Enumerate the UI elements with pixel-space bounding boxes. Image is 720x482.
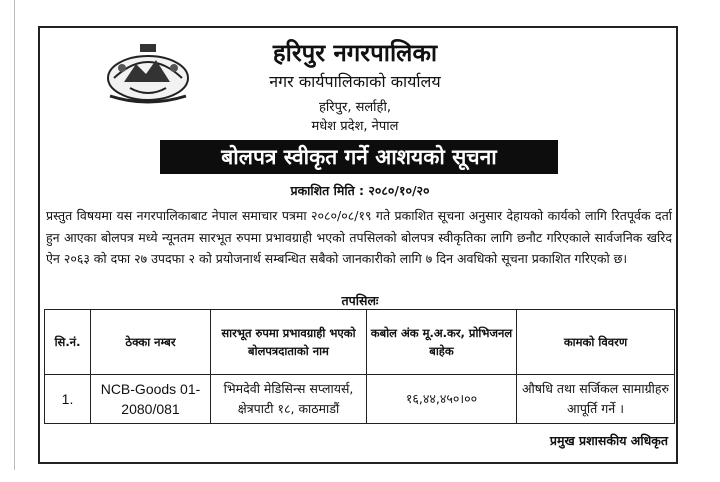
municipality-name: हरिपुर नगरपालिका (272, 38, 438, 67)
header-bidder: सारभूत रुपमा प्रभावग्राही भएको बोलपत्रदाताको नाम (211, 310, 367, 375)
nepal-emblem-icon (100, 38, 196, 108)
header-description: कामको विवरण (517, 310, 675, 375)
cell-sn: 1. (45, 375, 91, 424)
bid-table (44, 309, 675, 424)
office-name: नगर कार्यपालिकाको कार्यालय (269, 72, 441, 91)
details-label: तपसिलः (341, 293, 379, 308)
cell-description: औषधि तथा सर्जिकल सामाग्रीहरु आपूर्ति गर्ने । (517, 375, 675, 424)
header-contract-no: ठेक्का नम्बर (91, 310, 211, 375)
header-amount: कबोल अंक मू.अ.कर, प्रोभिजनल बाहेक (367, 310, 517, 375)
notice-title: बोलपत्र स्वीकृत गर्ने आशयको सूचना (160, 140, 558, 174)
notice-body: प्रस्तुत विषयमा यस नगरपालिकाबाट नेपाल समाचार पत्रमा २०८०/०८/१९ गते प्रकाशित सूचना अनुसार देहायको कार्यको लागि रितपूर्वक दर्ता हुन आएका बोलपत्र मध्ये न्यूनतम सारभूत रुपमा प्रभावग्राही भएको तपसिलको बोलपत्र स्वीकृतिका लागि छनौट गरिएकाले सार्वजनिक खरिद ऐन २०६३ को दफा २७ उपदफा २ को प्रयोजनार्थ सम्बन्धित सबैको जानकारीको लागि ७ दिन अवधिको सूचना प्रकाशित गरिएको छ। (46, 208, 672, 266)
published-date: प्रकाशित मिति : २०८०/१०/२० (290, 183, 430, 198)
cell-contract-no: NCB-Goods 01-2080/081 (91, 375, 211, 424)
cell-bidder: भिमदेवी मेडिसिन्स सप्लायर्स, क्षेत्रपाटी १८, काठमाडौं (211, 375, 367, 424)
page-edge-line (14, 0, 15, 470)
table-header-row (45, 310, 675, 375)
cell-amount: १६,४४,४५०।०० (367, 375, 517, 424)
signatory: प्रमुख प्रशासकीय अधिकृत (549, 433, 668, 448)
address-line-2: मधेश प्रदेश, नेपाल (311, 119, 399, 134)
table-row (45, 375, 675, 424)
address-line-1: हरिपुर, सर्लाही, (319, 100, 391, 115)
header-sn: सि.नं. (45, 310, 91, 375)
